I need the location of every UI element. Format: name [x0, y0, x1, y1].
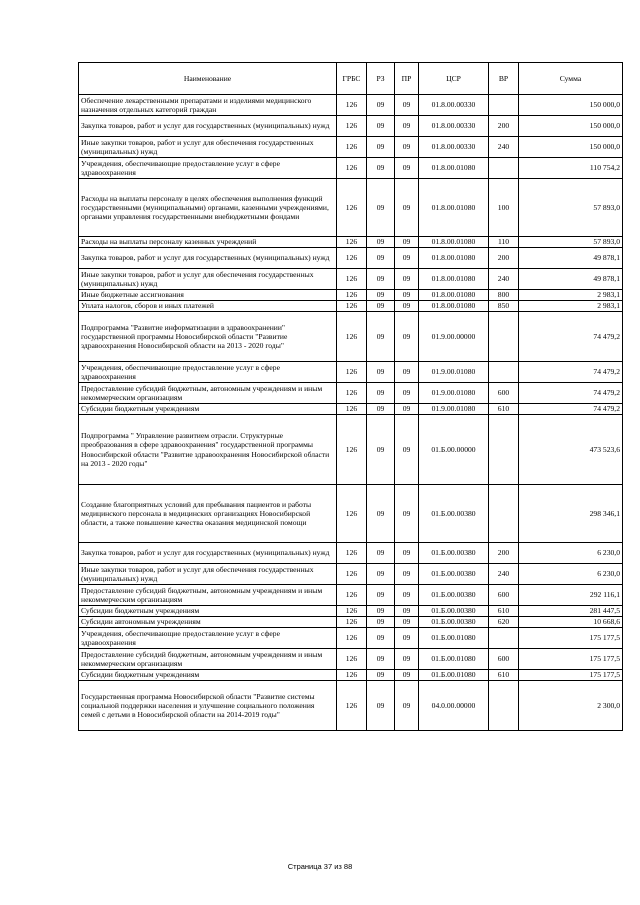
cell-grbs: 126: [337, 179, 367, 237]
table-row: [79, 649, 623, 670]
cell-vr: 200: [489, 116, 519, 137]
cell-pr: 09: [395, 404, 419, 415]
cell-pr: 09: [395, 269, 419, 290]
cell-csr: 01.8.00.01080: [419, 269, 489, 290]
cell-pr: 09: [395, 116, 419, 137]
cell-csr: 01.Б.00.00380: [419, 485, 489, 543]
cell-rz: 09: [367, 485, 395, 543]
cell-pr: 09: [395, 237, 419, 248]
cell-grbs: 126: [337, 628, 367, 649]
cell-grbs: 126: [337, 362, 367, 383]
cell-name: Обеспечение лекарственными препаратами и изделиями медицинского назначения отдельных категорий граждан: [79, 95, 337, 116]
table-row: [79, 137, 623, 158]
cell-vr: [489, 681, 519, 731]
cell-rz: 09: [367, 628, 395, 649]
cell-sum: 57 893,0: [519, 237, 623, 248]
cell-grbs: 126: [337, 301, 367, 312]
cell-rz: 09: [367, 617, 395, 628]
table-row: [79, 564, 623, 585]
cell-csr: 01.Б.00.01080: [419, 649, 489, 670]
cell-vr: 240: [489, 269, 519, 290]
table-row: [79, 237, 623, 248]
cell-sum: 74 479,2: [519, 362, 623, 383]
cell-vr: 600: [489, 649, 519, 670]
cell-rz: 09: [367, 543, 395, 564]
table-row: [79, 362, 623, 383]
cell-sum: 10 668,6: [519, 617, 623, 628]
cell-pr: 09: [395, 362, 419, 383]
cell-name: Подпрограмма "Развитие информатизации в здравоохранении" государственной программы Новосибирской области "Развитие здравоохранения Новосибирской области на 2013 - 2020 годы": [79, 312, 337, 362]
cell-name: Предоставление субсидий бюджетным, автономным учреждениям и иным некоммерческим организациям: [79, 649, 337, 670]
cell-grbs: 126: [337, 564, 367, 585]
cell-pr: 09: [395, 179, 419, 237]
cell-rz: 09: [367, 116, 395, 137]
cell-name: Субсидии автономным учреждениям: [79, 617, 337, 628]
cell-vr: 850: [489, 301, 519, 312]
cell-grbs: 126: [337, 404, 367, 415]
header-vr: ВР: [489, 63, 519, 95]
cell-sum: 110 754,2: [519, 158, 623, 179]
cell-name: Государственная программа Новосибирской области "Развитие системы социальной поддержки населения и улучшение социального положения семей с детьми в Новосибирской области на 2014-2019 годы": [79, 681, 337, 731]
cell-pr: 09: [395, 606, 419, 617]
cell-rz: 09: [367, 179, 395, 237]
table-row: [79, 383, 623, 404]
cell-rz: 09: [367, 95, 395, 116]
cell-vr: 240: [489, 137, 519, 158]
cell-sum: 74 479,2: [519, 312, 623, 362]
cell-pr: 09: [395, 248, 419, 269]
cell-grbs: 126: [337, 670, 367, 681]
header-grbs: ГРБС: [337, 63, 367, 95]
cell-vr: [489, 628, 519, 649]
cell-sum: 49 878,1: [519, 248, 623, 269]
cell-sum: 150 000,0: [519, 137, 623, 158]
table-row: [79, 628, 623, 649]
cell-name: Закупка товаров, работ и услуг для государственных (муниципальных) нужд: [79, 116, 337, 137]
cell-sum: 473 523,6: [519, 415, 623, 485]
header-csr: ЦСР: [419, 63, 489, 95]
cell-csr: 01.8.00.01080: [419, 290, 489, 301]
cell-rz: 09: [367, 383, 395, 404]
cell-csr: 01.Б.00.00000: [419, 415, 489, 485]
cell-pr: 09: [395, 628, 419, 649]
header-sum: Сумма: [519, 63, 623, 95]
cell-sum: 150 000,0: [519, 95, 623, 116]
cell-pr: 09: [395, 543, 419, 564]
cell-pr: 09: [395, 137, 419, 158]
cell-name: Субсидии бюджетным учреждениям: [79, 404, 337, 415]
cell-grbs: 126: [337, 312, 367, 362]
cell-sum: 49 878,1: [519, 269, 623, 290]
cell-vr: 800: [489, 290, 519, 301]
cell-vr: 200: [489, 543, 519, 564]
cell-sum: 74 479,2: [519, 383, 623, 404]
header-pr: ПР: [395, 63, 419, 95]
cell-name: Иные бюджетные ассигнования: [79, 290, 337, 301]
cell-pr: 09: [395, 383, 419, 404]
cell-csr: 01.9.00.01080: [419, 362, 489, 383]
cell-pr: 09: [395, 485, 419, 543]
cell-grbs: 126: [337, 95, 367, 116]
cell-pr: 09: [395, 585, 419, 606]
cell-pr: 09: [395, 301, 419, 312]
budget-table-container: [78, 62, 622, 731]
cell-rz: 09: [367, 237, 395, 248]
table-row: [79, 670, 623, 681]
cell-rz: 09: [367, 681, 395, 731]
cell-csr: 01.8.00.01080: [419, 179, 489, 237]
cell-vr: 600: [489, 383, 519, 404]
cell-pr: 09: [395, 312, 419, 362]
cell-name: Предоставление субсидий бюджетным, автономным учреждениям и иным некоммерческим организациям: [79, 585, 337, 606]
cell-grbs: 126: [337, 606, 367, 617]
cell-pr: 09: [395, 415, 419, 485]
cell-name: Закупка товаров, работ и услуг для государственных (муниципальных) нужд: [79, 248, 337, 269]
cell-csr: 01.9.00.01080: [419, 404, 489, 415]
cell-pr: 09: [395, 158, 419, 179]
cell-vr: [489, 95, 519, 116]
cell-csr: 01.Б.00.00380: [419, 564, 489, 585]
cell-csr: 04.0.00.00000: [419, 681, 489, 731]
cell-name: Субсидии бюджетным учреждениям: [79, 670, 337, 681]
cell-grbs: 126: [337, 649, 367, 670]
cell-vr: [489, 312, 519, 362]
cell-pr: 09: [395, 670, 419, 681]
cell-pr: 09: [395, 649, 419, 670]
cell-vr: [489, 415, 519, 485]
cell-grbs: 126: [337, 585, 367, 606]
table-row: [79, 617, 623, 628]
cell-csr: 01.Б.00.00380: [419, 617, 489, 628]
cell-csr: 01.8.00.01080: [419, 248, 489, 269]
cell-vr: 200: [489, 248, 519, 269]
cell-sum: 175 177,5: [519, 670, 623, 681]
table-row: [79, 179, 623, 237]
cell-csr: 01.Б.00.00380: [419, 606, 489, 617]
cell-name: Создание благоприятных условий для пребывания пациентов и работы медицинского персонала в медицинских организациях Новосибирской области, а также повышение качества оказания медицинской помощи: [79, 485, 337, 543]
cell-sum: 281 447,5: [519, 606, 623, 617]
table-body: [79, 95, 623, 731]
table-row: [79, 248, 623, 269]
cell-csr: 01.8.00.00330: [419, 116, 489, 137]
cell-rz: 09: [367, 404, 395, 415]
cell-name: Иные закупки товаров, работ и услуг для обеспечения государственных (муниципальных) нужд: [79, 269, 337, 290]
cell-csr: 01.Б.00.01080: [419, 628, 489, 649]
cell-vr: 100: [489, 179, 519, 237]
cell-sum: 150 000,0: [519, 116, 623, 137]
cell-grbs: 126: [337, 237, 367, 248]
cell-csr: 01.8.00.00330: [419, 95, 489, 116]
cell-vr: 600: [489, 585, 519, 606]
cell-csr: 01.9.00.00000: [419, 312, 489, 362]
table-row: [79, 606, 623, 617]
cell-vr: [489, 485, 519, 543]
cell-rz: 09: [367, 290, 395, 301]
cell-grbs: 126: [337, 617, 367, 628]
table-row: [79, 415, 623, 485]
cell-grbs: 126: [337, 269, 367, 290]
cell-rz: 09: [367, 248, 395, 269]
cell-grbs: 126: [337, 383, 367, 404]
cell-rz: 09: [367, 269, 395, 290]
cell-vr: 610: [489, 606, 519, 617]
cell-rz: 09: [367, 670, 395, 681]
cell-grbs: 126: [337, 137, 367, 158]
header-name: Наименование: [79, 63, 337, 95]
cell-rz: 09: [367, 649, 395, 670]
cell-vr: 240: [489, 564, 519, 585]
cell-pr: 09: [395, 95, 419, 116]
cell-sum: 6 230,0: [519, 564, 623, 585]
cell-sum: 2 983,1: [519, 301, 623, 312]
table-row: [79, 116, 623, 137]
cell-sum: 2 300,0: [519, 681, 623, 731]
cell-sum: 74 479,2: [519, 404, 623, 415]
cell-name: Расходы на выплаты персоналу казенных учреждений: [79, 237, 337, 248]
table-row: [79, 543, 623, 564]
cell-grbs: 126: [337, 485, 367, 543]
cell-csr: 01.8.00.01080: [419, 301, 489, 312]
header-rz: РЗ: [367, 63, 395, 95]
cell-vr: 610: [489, 670, 519, 681]
cell-rz: 09: [367, 301, 395, 312]
cell-rz: 09: [367, 415, 395, 485]
cell-pr: 09: [395, 681, 419, 731]
cell-name: Учреждения, обеспечивающие предоставление услуг в сфере здравоохранения: [79, 158, 337, 179]
cell-rz: 09: [367, 158, 395, 179]
cell-grbs: 126: [337, 290, 367, 301]
cell-rz: 09: [367, 585, 395, 606]
cell-csr: 01.Б.00.01080: [419, 670, 489, 681]
table-header-row: [79, 63, 623, 95]
cell-grbs: 126: [337, 158, 367, 179]
cell-sum: 175 177,5: [519, 628, 623, 649]
table-row: [79, 158, 623, 179]
table-row: [79, 485, 623, 543]
cell-csr: 01.9.00.01080: [419, 383, 489, 404]
cell-csr: 01.8.00.00330: [419, 137, 489, 158]
cell-name: Учреждения, обеспечивающие предоставление услуг в сфере здравоохранения: [79, 628, 337, 649]
cell-pr: 09: [395, 564, 419, 585]
cell-name: Подпрограмма " Управление развитием отрасли. Структурные преобразования в сфере здравоохранения" государственной программы Новосибирской области "Развитие здравоохранения Новосибирской области на 2013 - 2020 годы": [79, 415, 337, 485]
cell-sum: 175 177,5: [519, 649, 623, 670]
cell-rz: 09: [367, 564, 395, 585]
table-row: [79, 312, 623, 362]
cell-name: Уплата налогов, сборов и иных платежей: [79, 301, 337, 312]
cell-name: Иные закупки товаров, работ и услуг для обеспечения государственных (муниципальных) нужд: [79, 564, 337, 585]
cell-rz: 09: [367, 312, 395, 362]
cell-sum: 292 116,1: [519, 585, 623, 606]
cell-sum: 6 230,0: [519, 543, 623, 564]
cell-sum: 2 983,1: [519, 290, 623, 301]
table-row: [79, 95, 623, 116]
cell-vr: [489, 362, 519, 383]
table-row: [79, 585, 623, 606]
cell-grbs: 126: [337, 415, 367, 485]
cell-csr: 01.8.00.01080: [419, 237, 489, 248]
cell-name: Учреждения, обеспечивающие предоставление услуг в сфере здравоохранения: [79, 362, 337, 383]
budget-table: [78, 62, 623, 731]
cell-csr: 01.Б.00.00380: [419, 543, 489, 564]
page-number: Страница 37 из 88: [287, 862, 353, 871]
cell-vr: 610: [489, 404, 519, 415]
cell-name: Иные закупки товаров, работ и услуг для обеспечения государственных (муниципальных) нужд: [79, 137, 337, 158]
cell-sum: 57 893,0: [519, 179, 623, 237]
cell-name: Расходы на выплаты персоналу в целях обеспечения выполнения функций государственными (муниципальными) органами, казенными учреждениями, органами управления государственными внебюджетными фондами: [79, 179, 337, 237]
cell-grbs: 126: [337, 543, 367, 564]
cell-csr: 01.8.00.01080: [419, 158, 489, 179]
table-row: [79, 404, 623, 415]
cell-rz: 09: [367, 606, 395, 617]
table-row: [79, 681, 623, 731]
table-row: [79, 269, 623, 290]
cell-vr: 620: [489, 617, 519, 628]
cell-rz: 09: [367, 362, 395, 383]
cell-rz: 09: [367, 137, 395, 158]
cell-grbs: 126: [337, 248, 367, 269]
cell-name: Предоставление субсидий бюджетным, автономным учреждениям и иным некоммерческим организациям: [79, 383, 337, 404]
cell-csr: 01.Б.00.00380: [419, 585, 489, 606]
cell-name: Закупка товаров, работ и услуг для государственных (муниципальных) нужд: [79, 543, 337, 564]
cell-name: Субсидии бюджетным учреждениям: [79, 606, 337, 617]
table-row: [79, 290, 623, 301]
cell-vr: [489, 158, 519, 179]
cell-vr: 110: [489, 237, 519, 248]
table-row: [79, 301, 623, 312]
cell-pr: 09: [395, 290, 419, 301]
cell-grbs: 126: [337, 681, 367, 731]
cell-pr: 09: [395, 617, 419, 628]
cell-grbs: 126: [337, 116, 367, 137]
cell-sum: 298 346,1: [519, 485, 623, 543]
